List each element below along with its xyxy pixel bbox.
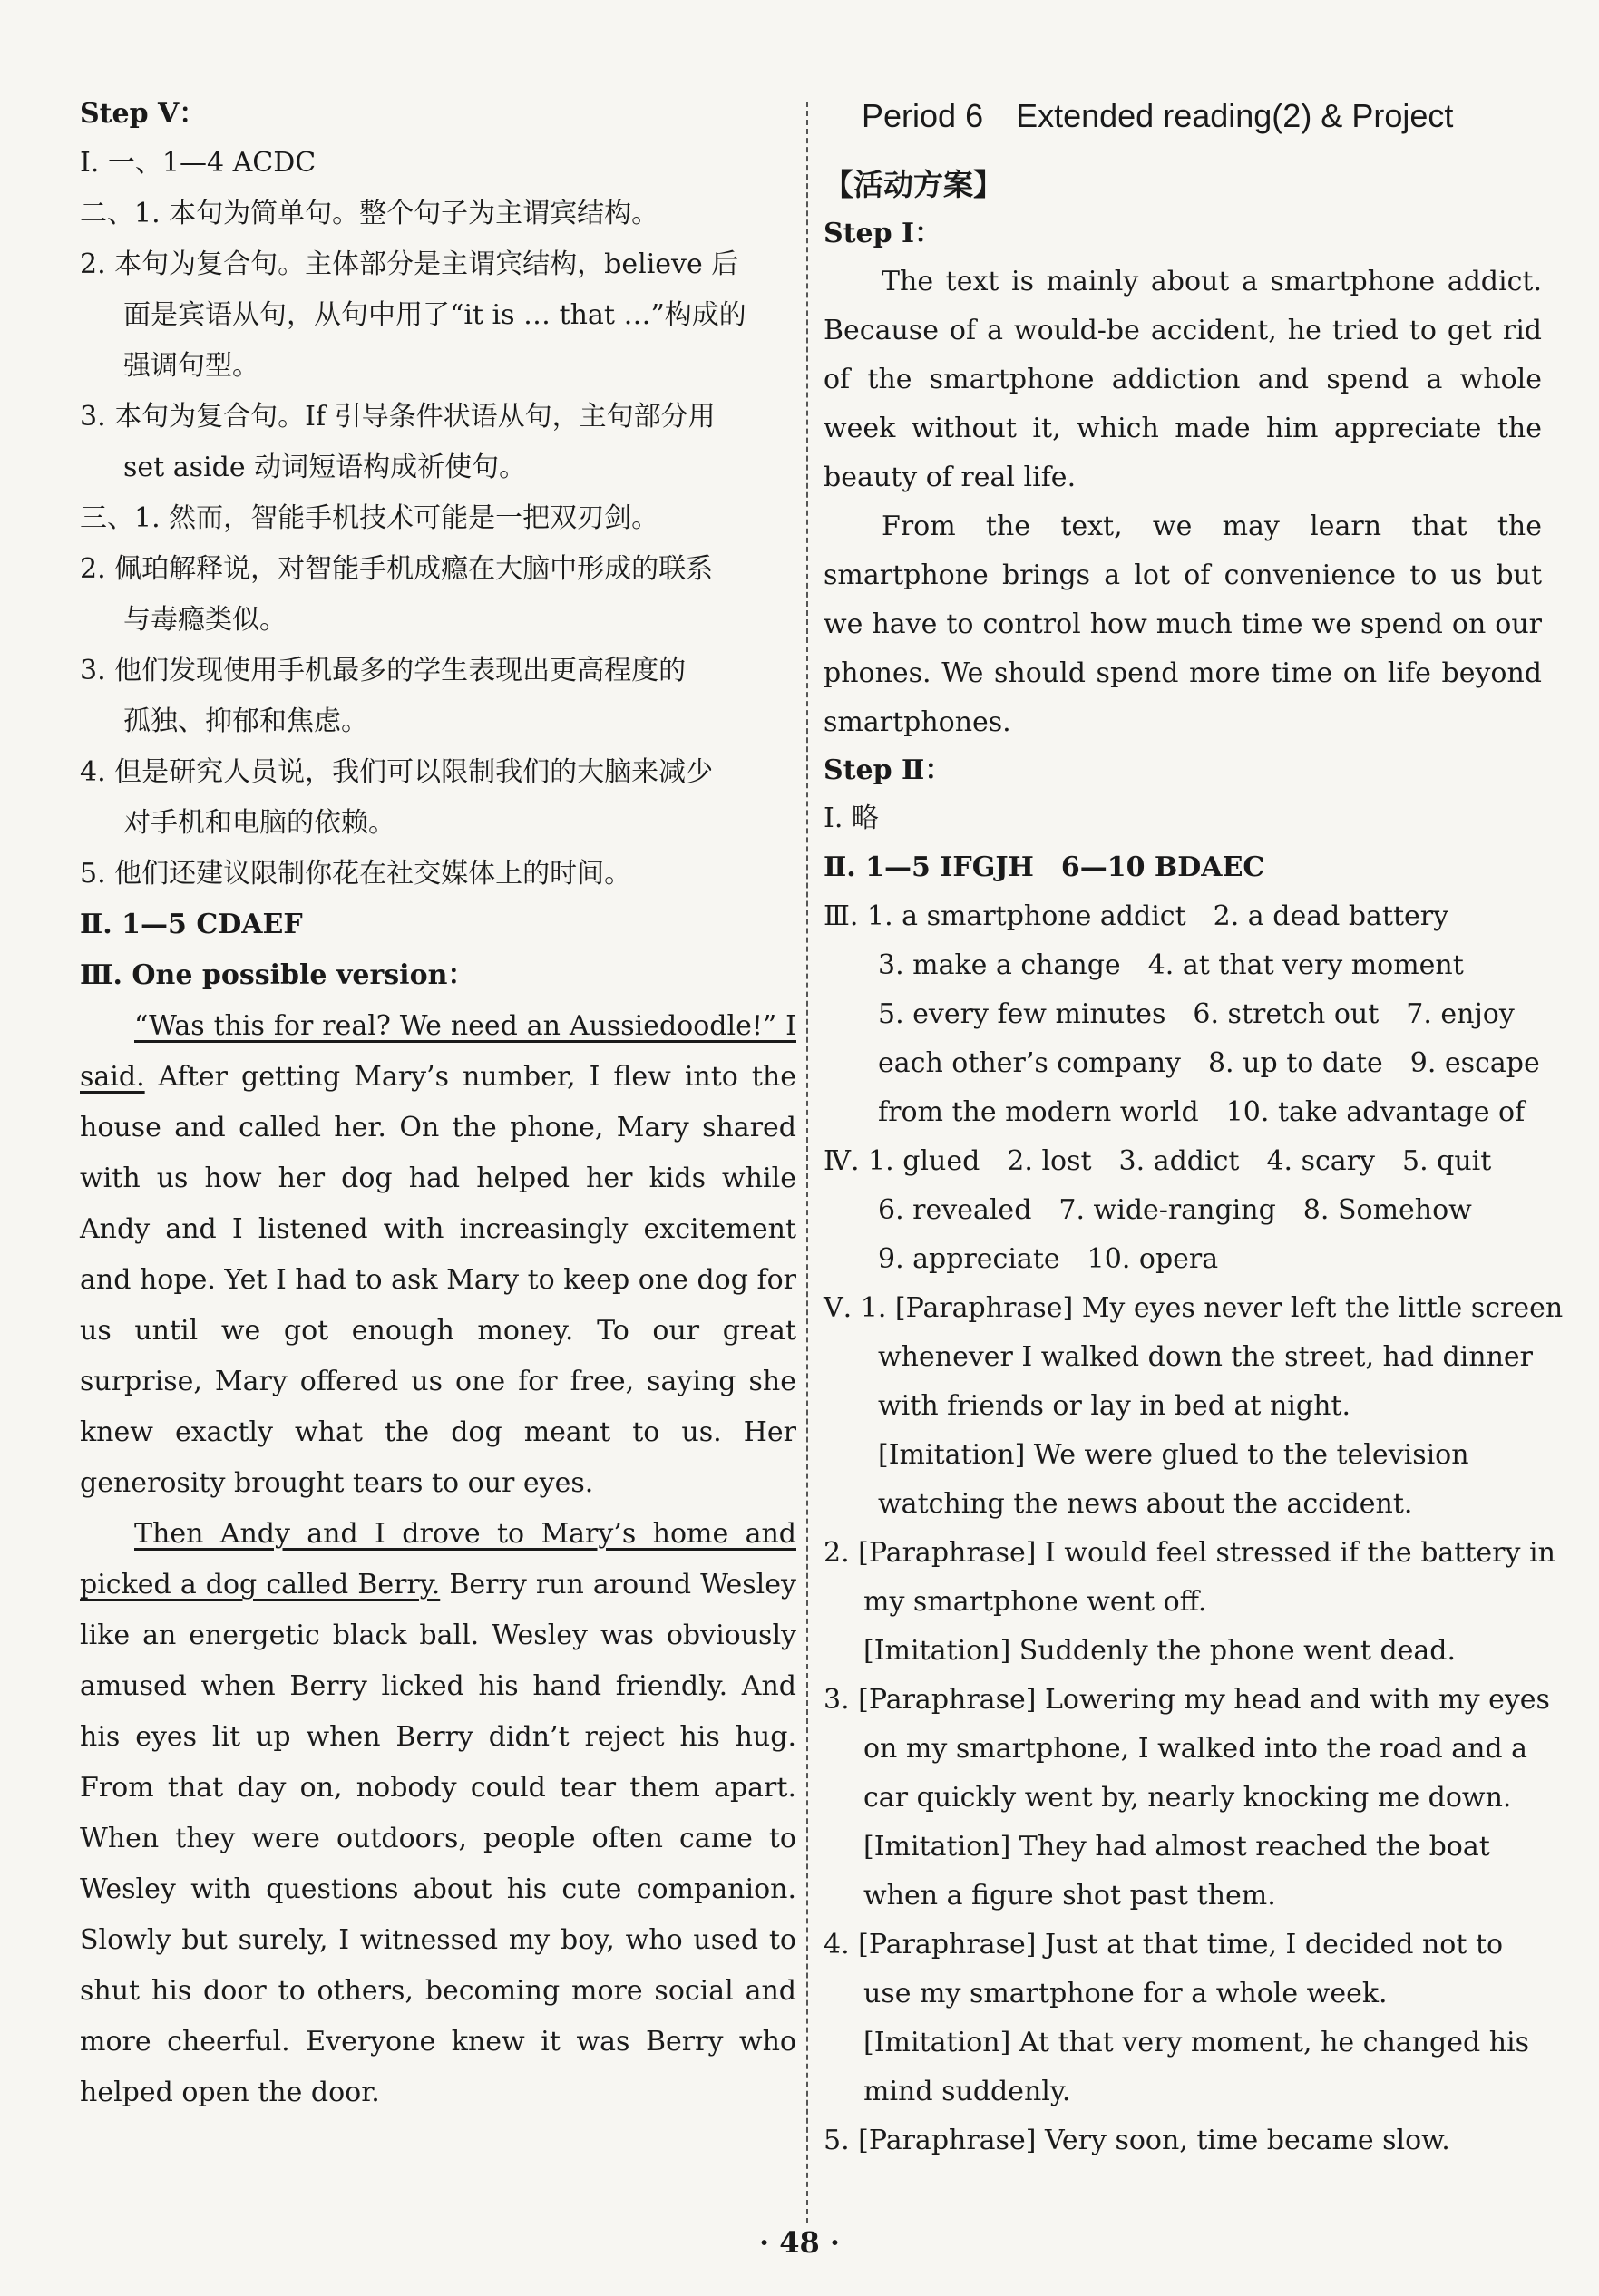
step2-section-I: Ⅰ. 略	[824, 803, 879, 834]
step2-section-V-1-cont2: with friends or lay in bed at night.	[878, 1390, 1351, 1422]
step2-section-IV-line3: 9. appreciate 10. opera	[878, 1243, 1219, 1275]
essay-paragraph-1	[80, 1001, 796, 1509]
step2-section-II: Ⅱ. 1—5 IFGJH 6—10 BDAEC	[824, 851, 1265, 883]
step1-heading: Step Ⅰ：	[824, 218, 942, 249]
right-column	[824, 91, 1564, 2165]
section-3-item-4: 4. 但是研究人员说，我们可以限制我们的大脑来减少	[80, 756, 714, 788]
step2-section-IV-line1: Ⅳ. 1. glued 2. lost 3. addict 4. scary 5. quit	[824, 1145, 1492, 1177]
essay-paragraph-2	[80, 1509, 796, 2118]
step2-section-V-3-cont2: car quickly went by, nearly knocking me down.	[863, 1782, 1512, 1814]
section-3-item-1: 三、1. 然而，智能手机技术可能是一把双刃剑。	[80, 502, 659, 534]
left-column	[80, 91, 796, 2118]
section-3-item-3: 3. 他们发现使用手机最多的学生表现出更高程度的	[80, 655, 687, 686]
column-divider	[806, 102, 808, 2223]
step2-section-V-2: 2. [Paraphrase] I would feel stressed if the battery in	[824, 1537, 1555, 1569]
step2-section-V-4-imitation-cont: mind suddenly.	[863, 2076, 1071, 2107]
period-title: Period 6 Extended reading(2) & Project	[862, 97, 1454, 134]
step2-section-III-line4: each other’s company 8. up to date 9. escape	[878, 1047, 1540, 1079]
step2-section-V-1-imitation-cont: watching the news about the accident.	[878, 1488, 1413, 1520]
step2-section-III-line5: from the modern world 10. take advantage of	[878, 1096, 1526, 1128]
step2-section-III-line2: 3. make a change 4. at that very moment	[878, 949, 1464, 981]
section-2-item-2: 2. 本句为复合句。主体部分是主谓宾结构，believe 后	[80, 248, 739, 280]
step2-section-III-line1: Ⅲ. 1. a smartphone addict 2. a dead battery	[824, 900, 1449, 932]
step2-heading: Step Ⅱ：	[824, 754, 952, 786]
step1-paragraph-2: From the text, we may learn that the smartphone brings a lot of convenience to us but we have to control how much time we spend on our phones. We should spend more time on life beyond smartphones.	[824, 511, 1542, 738]
step2-section-V-1-cont1: whenever I walked down the street, had dinner	[878, 1341, 1534, 1373]
page-number: · 48 ·	[758, 2225, 841, 2260]
step2-section-IV-line2: 6. revealed 7. wide-ranging 8. Somehow	[878, 1194, 1472, 1226]
essay-p2-text: Berry run around Wesley like an energetic black ball. Wesley was obviously amused when Berry licked his hand friendly. And his eyes lit up when Berry didn’t reject his hug. From that day on, nobody could tear them apart. When they were outdoors, people often came to Wesley with questions about his cute companion. Slowly but surely, I witnessed my boy, who used to shut his door to others, becoming more social and more cheerful. Everyone knew it was Berry who helped open the door.	[80, 1569, 796, 2108]
section-2-item-3-cont: set aside 动词短语构成祈使句。	[123, 452, 527, 483]
step2-section-V-1-imitation: [Imitation] We were glued to the television	[878, 1439, 1469, 1471]
essay-p2-underlined: Then Andy and I drove to Mary’s home and picked a dog called Berry.	[80, 1518, 796, 1600]
section-3-item-2-cont: 与毒瘾类似。	[123, 604, 287, 636]
step2-section-III-line3: 5. every few minutes 6. stretch out 7. enjoy	[878, 998, 1515, 1030]
section-3-item-5: 5. 他们还建议限制你花在社交媒体上的时间。	[80, 858, 632, 890]
section-3-item-4-cont: 对手机和电脑的依赖。	[123, 807, 395, 839]
section-2-item-1: 二、1. 本句为简单句。整个句子为主谓宾结构。	[80, 198, 659, 229]
step2-section-V-3-cont1: on my smartphone, I walked into the road and a	[863, 1733, 1528, 1765]
section-1-answers: Ⅰ. 一、1—4 ACDC	[80, 147, 317, 179]
step1-paragraph-1: The text is mainly about a smartphone addict. Because of a would-be accident, he tried to get rid of the smartphone addiction and spend a whole week without it, which made him appreciate the beauty of real life.	[824, 266, 1542, 493]
step2-section-V-3-imitation-cont: when a figure shot past them.	[863, 1880, 1276, 1912]
step5-heading: Step Ⅴ：	[80, 98, 207, 130]
step2-section-V-1: Ⅴ. 1. [Paraphrase] My eyes never left the little screen	[824, 1292, 1564, 1324]
step2-section-V-3-imitation: [Imitation] They had almost reached the boat	[863, 1831, 1490, 1863]
section-III-heading: Ⅲ. One possible version：	[80, 959, 475, 991]
step2-section-V-2-imitation: [Imitation] Suddenly the phone went dead.	[863, 1635, 1457, 1667]
section-3-item-2: 2. 佩珀解释说，对智能手机成瘾在大脑中形成的联系	[80, 553, 714, 585]
essay-p1-underlined: “Was this for real? We need an Aussiedoodle!” I said.	[80, 1010, 796, 1093]
section-3-item-3-cont: 孤独、抑郁和焦虑。	[123, 705, 368, 737]
step2-section-V-4-imitation: [Imitation] At that very moment, he changed his	[863, 2027, 1530, 2058]
section-2-item-2-cont2: 强调句型。	[123, 350, 259, 382]
step2-section-V-3: 3. [Paraphrase] Lowering my head and with my eyes	[824, 1684, 1550, 1716]
activity-heading: 【活动方案】	[824, 167, 1003, 202]
section-2-item-2-cont: 面是宾语从句，从句中用了“it is … that …”构成的	[123, 299, 746, 331]
step2-section-V-4-cont: use my smartphone for a whole week.	[863, 1978, 1388, 2009]
step2-section-V-4: 4. [Paraphrase] Just at that time, I decided not to	[824, 1929, 1504, 1960]
section-II-answers: Ⅱ. 1—5 CDAEF	[80, 909, 303, 940]
step2-section-V-2-cont: my smartphone went off.	[863, 1586, 1207, 1618]
step2-section-V-5: 5. [Paraphrase] Very soon, time became slow.	[824, 2125, 1450, 2156]
essay-p1-text: After getting Mary’s number, I flew into the house and called her. On the phone, Mary shared with us how her dog had helped her kids while Andy and I listened with increasingly excitement and hope. Yet I had to ask Mary to keep one dog for us until we got enough money. To our great surprise, Mary offered us one for free, saying she knew exactly what the dog meant to us. Her generosity brought tears to our eyes.	[80, 1061, 796, 1499]
section-2-item-3: 3. 本句为复合句。If 引导条件状语从句，主句部分用	[80, 401, 716, 433]
